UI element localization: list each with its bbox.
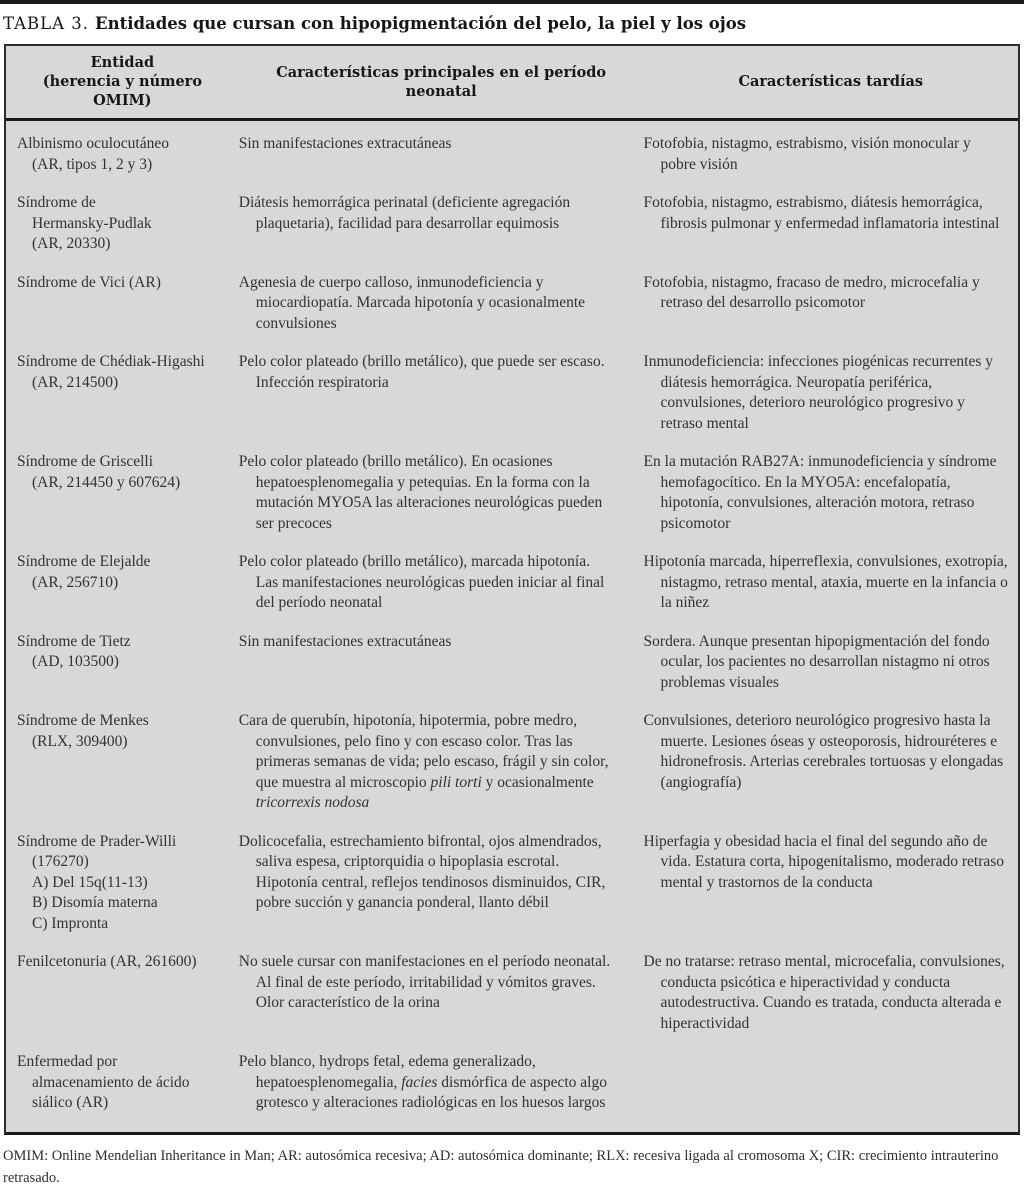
entity-line: Enfermedad por bbox=[17, 1053, 118, 1070]
neonatal-cell: No suele cursar con manifestaciones en el período neonatal. Al final de este período, irritabilidad y vómitos graves. Olor característico de la orina bbox=[238, 953, 611, 1011]
entity-line: Síndrome de Vici (AR) bbox=[17, 273, 161, 291]
late-cell: Fotofobia, nistagmo, estrabismo, visión monocular y pobre visión bbox=[643, 135, 971, 173]
header-entity-line2: (herencia y número OMIM) bbox=[42, 73, 202, 109]
late-cell: Hiperfagia y obesidad hacia el final del segundo año de vida. Estatura corta, hipogenitalismo, moderado retraso mental y trastornos de la conducta bbox=[643, 832, 1005, 891]
neonatal-cell: Pelo blanco, hydrops fetal, edema generalizado, hepatoesplenomegalia, facies dismórfica de aspecto algo grotesco y alteraciones radiológicas en los huesos largos bbox=[238, 1053, 607, 1111]
entity-line: (AR, tipos 1, 2 y 3) bbox=[32, 155, 153, 173]
entity-cell bbox=[6, 273, 239, 294]
neonatal-cell: Sin manifestaciones extracutáneas bbox=[238, 632, 452, 650]
entity-cell bbox=[6, 952, 239, 973]
table-row bbox=[6, 832, 1018, 953]
late-cell: Hipotonía marcada, hiperreflexia, convulsiones, exotropía, nistagmo, retraso mental, ataxia, muerte en la infancia o la niñez bbox=[643, 553, 1008, 611]
entity-cell bbox=[6, 352, 239, 393]
header-entity bbox=[6, 53, 239, 110]
table-row bbox=[6, 452, 1018, 552]
entity-line: (AR, 20330) bbox=[32, 235, 111, 252]
table-title bbox=[3, 13, 1020, 35]
late-cell: Fotofobia, nistagmo, fracaso de medro, microcefalia y retraso del desarrollo psicomotor bbox=[643, 273, 980, 311]
entity-cell bbox=[6, 452, 239, 493]
header-late: Características tardías bbox=[738, 73, 924, 90]
footnote: OMIM: Online Mendelian Inheritance in Man; AR: autosómica recesiva; AD: autosómica dominante; RLX: recesiva ligada al cromosoma X; CIR: crecimiento intrauterino retrasado. bbox=[3, 1147, 999, 1186]
neonatal-cell: Agenesia de cuerpo calloso, inmunodeficiencia y miocardiopatía. Marcada hipotonía y ocasionalmente convulsiones bbox=[238, 273, 586, 332]
table-title-text: Entidades que cursan con hipopigmentación del pelo, la piel y los ojos bbox=[95, 14, 747, 33]
entity-line: (RLX, 309400) bbox=[32, 732, 128, 750]
entity-cell bbox=[6, 193, 239, 255]
late-cell: Convulsiones, deterioro neurológico progresivo hasta la muerte. Lesiones óseas y osteoporosis, hidrouréteres e hidronefrosis. Arterias cerebrales tortuosas y elongadas (angiografía) bbox=[643, 712, 1004, 791]
entity-cell bbox=[6, 632, 239, 673]
table-body bbox=[6, 121, 1018, 1132]
entity-cell bbox=[6, 832, 239, 935]
table bbox=[4, 44, 1020, 1135]
entity-cell bbox=[6, 711, 239, 752]
neonatal-cell: Pelo color plateado (brillo metálico), que puede ser escaso. Infección respiratoria bbox=[238, 353, 605, 391]
late-cell: Sordera. Aunque presentan hipopigmentación del fondo ocular, los pacientes no desarrollan nistagmo ni otros problemas visuales bbox=[643, 632, 990, 691]
table-row bbox=[6, 193, 1018, 273]
table-number-label: TABLA 3. bbox=[3, 14, 90, 33]
entity-cell bbox=[6, 552, 239, 593]
late-cell bbox=[644, 1052, 1018, 1053]
entity-cell bbox=[6, 1052, 239, 1114]
late-cell: Inmunodeficiencia: infecciones piogénicas recurrentes y diátesis hemorrágica. Neuropatía periférica, convulsiones, deterioro neurológico progresivo y retraso mental bbox=[643, 353, 994, 432]
entity-line: Síndrome de Tietz bbox=[17, 632, 131, 650]
entity-line: Síndrome de bbox=[17, 194, 96, 211]
neonatal-cell: Pelo color plateado (brillo metálico), marcada hipotonía. Las manifestaciones neurológicas pueden iniciar al final del período neonatal bbox=[238, 553, 605, 611]
entity-line: Síndrome de Menkes bbox=[17, 712, 149, 729]
table-row bbox=[6, 952, 1018, 1052]
entity-line: (AR, 256710) bbox=[32, 573, 119, 591]
neonatal-cell: Dolicocefalia, estrechamiento bifrontal, ojos almendrados, saliva espesa, criptorquidia o hipoplasia escrotal. Hipotonía central, reflejos tendinosos disminuidos, CIR, pobre succión y ganancia ponderal, llanto débil bbox=[238, 832, 606, 911]
entity-line: Síndrome de Chédiak-Higashi bbox=[17, 353, 205, 370]
table-row bbox=[6, 352, 1018, 452]
table-row bbox=[6, 711, 1018, 832]
entity-line: (176270) bbox=[32, 853, 89, 870]
neonatal-cell: Pelo color plateado (brillo metálico). En ocasiones hepatoesplenomegalia y petequias. En la forma con la mutación MYO5A las alteraciones neurológicas pueden ser precoces bbox=[238, 453, 603, 532]
entity-line: Síndrome de Griscelli bbox=[17, 453, 154, 470]
neonatal-cell: Diátesis hemorrágica perinatal (deficiente agregación plaquetaria), facilidad para desarrollar equimosis bbox=[238, 194, 571, 232]
neonatal-cell: Sin manifestaciones extracutáneas bbox=[238, 135, 452, 152]
entity-line: (AR, 214450 y 607624) bbox=[32, 473, 181, 491]
table-row bbox=[6, 552, 1018, 632]
neonatal-cell: Cara de querubín, hipotonía, hipotermia, pobre medro, convulsiones, pelo fino y con escaso color. Tras las primeras semanas de vida; pelo escaso, frágil y sin color, que muestra al microscopio pili torti y ocasionalmente tricorrexis nodosa bbox=[238, 712, 609, 811]
header-neonatal: Características principales en el período neonatal bbox=[276, 63, 607, 100]
entity-cell bbox=[6, 134, 239, 175]
entity-line: C) Impronta bbox=[32, 914, 109, 932]
table-header bbox=[6, 46, 1018, 121]
late-cell: De no tratarse: retraso mental, microcefalia, convulsiones, conducta psicótica e hiperactividad y conducta autodestructiva. Cuando es tratada, conducta alterada e hiperactividad bbox=[643, 953, 1005, 1032]
top-rule bbox=[0, 0, 1024, 4]
entity-line: Síndrome de Elejalde bbox=[17, 553, 151, 570]
entity-line: Hermansky-Pudlak bbox=[32, 214, 152, 232]
entity-line: Síndrome de Prader-Willi bbox=[17, 832, 177, 850]
late-cell: En la mutación RAB27A: inmunodeficiencia y síndrome hemofagocítico. En la MYO5A: encefalopatía, hipotonía, convulsiones, alteración motora, retraso psicomotor bbox=[643, 453, 997, 532]
entity-line: Albinismo oculocutáneo bbox=[17, 135, 169, 152]
table-row bbox=[6, 1052, 1018, 1132]
entity-line: siálico (AR) bbox=[32, 1094, 109, 1111]
entity-line: Fenilcetonuria (AR, 261600) bbox=[17, 953, 197, 970]
entity-line: B) Disomía materna bbox=[32, 894, 158, 911]
entity-line: A) Del 15q(11-13) bbox=[32, 873, 148, 891]
entity-line: almacenamiento de ácido bbox=[32, 1073, 190, 1091]
entity-line: (AD, 103500) bbox=[32, 653, 119, 670]
table-row bbox=[6, 632, 1018, 712]
table-row bbox=[6, 273, 1018, 353]
late-cell: Fotofobia, nistagmo, estrabismo, diátesis hemorrágica, fibrosis pulmonar y enfermedad inflamatoria intestinal bbox=[643, 194, 1000, 232]
header-entity-line1: Entidad bbox=[90, 54, 155, 71]
table-row bbox=[6, 134, 1018, 193]
entity-line: (AR, 214500) bbox=[32, 373, 119, 391]
